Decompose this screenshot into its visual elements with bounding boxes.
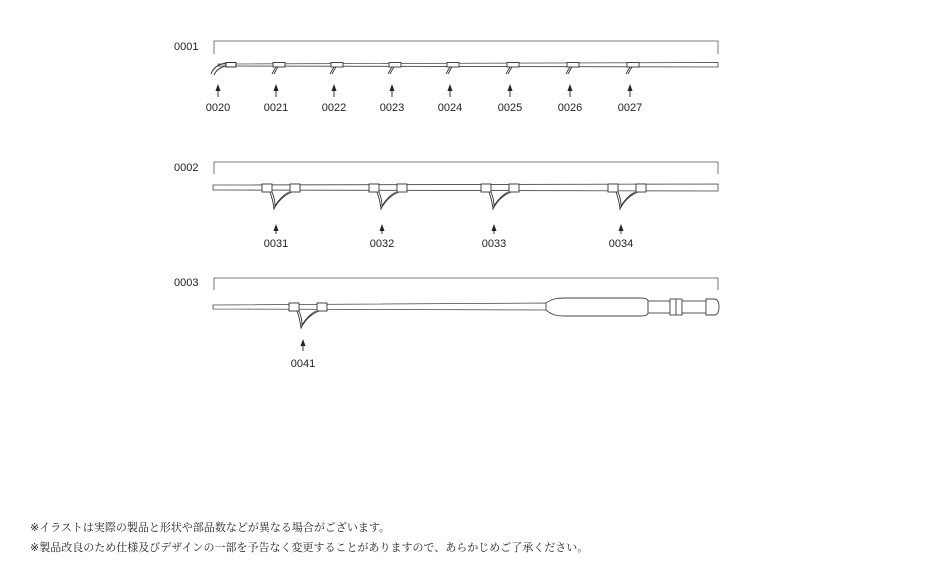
part-row1-6-callout <box>558 84 582 114</box>
part-row1-0-label: 0020 <box>205 102 231 114</box>
small-guide-1 <box>272 63 285 75</box>
part-row1-4-callout <box>438 84 462 114</box>
rod-blank-butt <box>213 303 548 310</box>
part-row1-2-callout <box>322 84 346 114</box>
disclaimer-note-1: ※イラストは実際の製品と形状や部品数などが異なる場合がございます。 <box>30 521 391 534</box>
part-row1-3-callout <box>380 84 404 114</box>
part-row2-1-label: 0032 <box>369 238 395 250</box>
grip <box>546 298 648 316</box>
reel-seat <box>648 299 719 315</box>
small-guide-2 <box>330 63 343 75</box>
part-row1-5-label: 0025 <box>497 102 523 114</box>
row3-callouts <box>291 339 315 370</box>
section-0001 <box>174 41 718 114</box>
part-row1-6-label: 0026 <box>557 102 583 114</box>
small-guide-7 <box>626 63 639 75</box>
part-row1-7-label: 0027 <box>617 102 643 114</box>
part-row2-3-label: 0034 <box>608 238 634 250</box>
part-row2-0-callout <box>264 224 288 250</box>
section-label-0001: 0001 <box>174 41 199 53</box>
part-row1-3-label: 0023 <box>379 102 405 114</box>
disclaimer-note-2: ※製品改良のため仕様及びデザインの一部を予告なく変更することがありますので、あらかじめご了承ください。 <box>30 541 589 554</box>
row1-callouts <box>206 84 642 114</box>
part-row3-0-callout <box>291 339 315 370</box>
section-0002 <box>174 162 718 250</box>
rod-blank-tip <box>218 63 718 68</box>
section-0003 <box>174 277 719 370</box>
section-label-0003: 0003 <box>174 277 199 289</box>
part-row2-2-label: 0033 <box>481 238 507 250</box>
section-bracket <box>214 162 718 174</box>
section-bracket <box>214 41 718 54</box>
part-row2-2-callout <box>482 224 506 250</box>
part-row1-2-label: 0022 <box>321 102 347 114</box>
small-guide-4 <box>446 63 459 75</box>
small-guide-6 <box>566 63 579 75</box>
part-row1-4-label: 0024 <box>437 102 463 114</box>
part-row2-0-label: 0031 <box>263 238 289 250</box>
part-row1-5-callout <box>498 84 522 114</box>
part-row1-7-callout <box>618 84 642 114</box>
small-guide-3 <box>388 63 401 75</box>
part-row2-1-callout <box>370 224 394 250</box>
part-row1-1-callout <box>264 84 288 114</box>
row2-callouts <box>264 224 633 250</box>
section-label-0002: 0002 <box>174 162 199 174</box>
part-row1-0-callout <box>206 84 230 114</box>
part-row2-3-callout <box>609 224 633 250</box>
part-row1-1-label: 0021 <box>263 102 289 114</box>
section-bracket <box>214 278 718 290</box>
part-row3-0-label: 0041 <box>290 358 316 370</box>
small-guide-5 <box>506 63 519 75</box>
